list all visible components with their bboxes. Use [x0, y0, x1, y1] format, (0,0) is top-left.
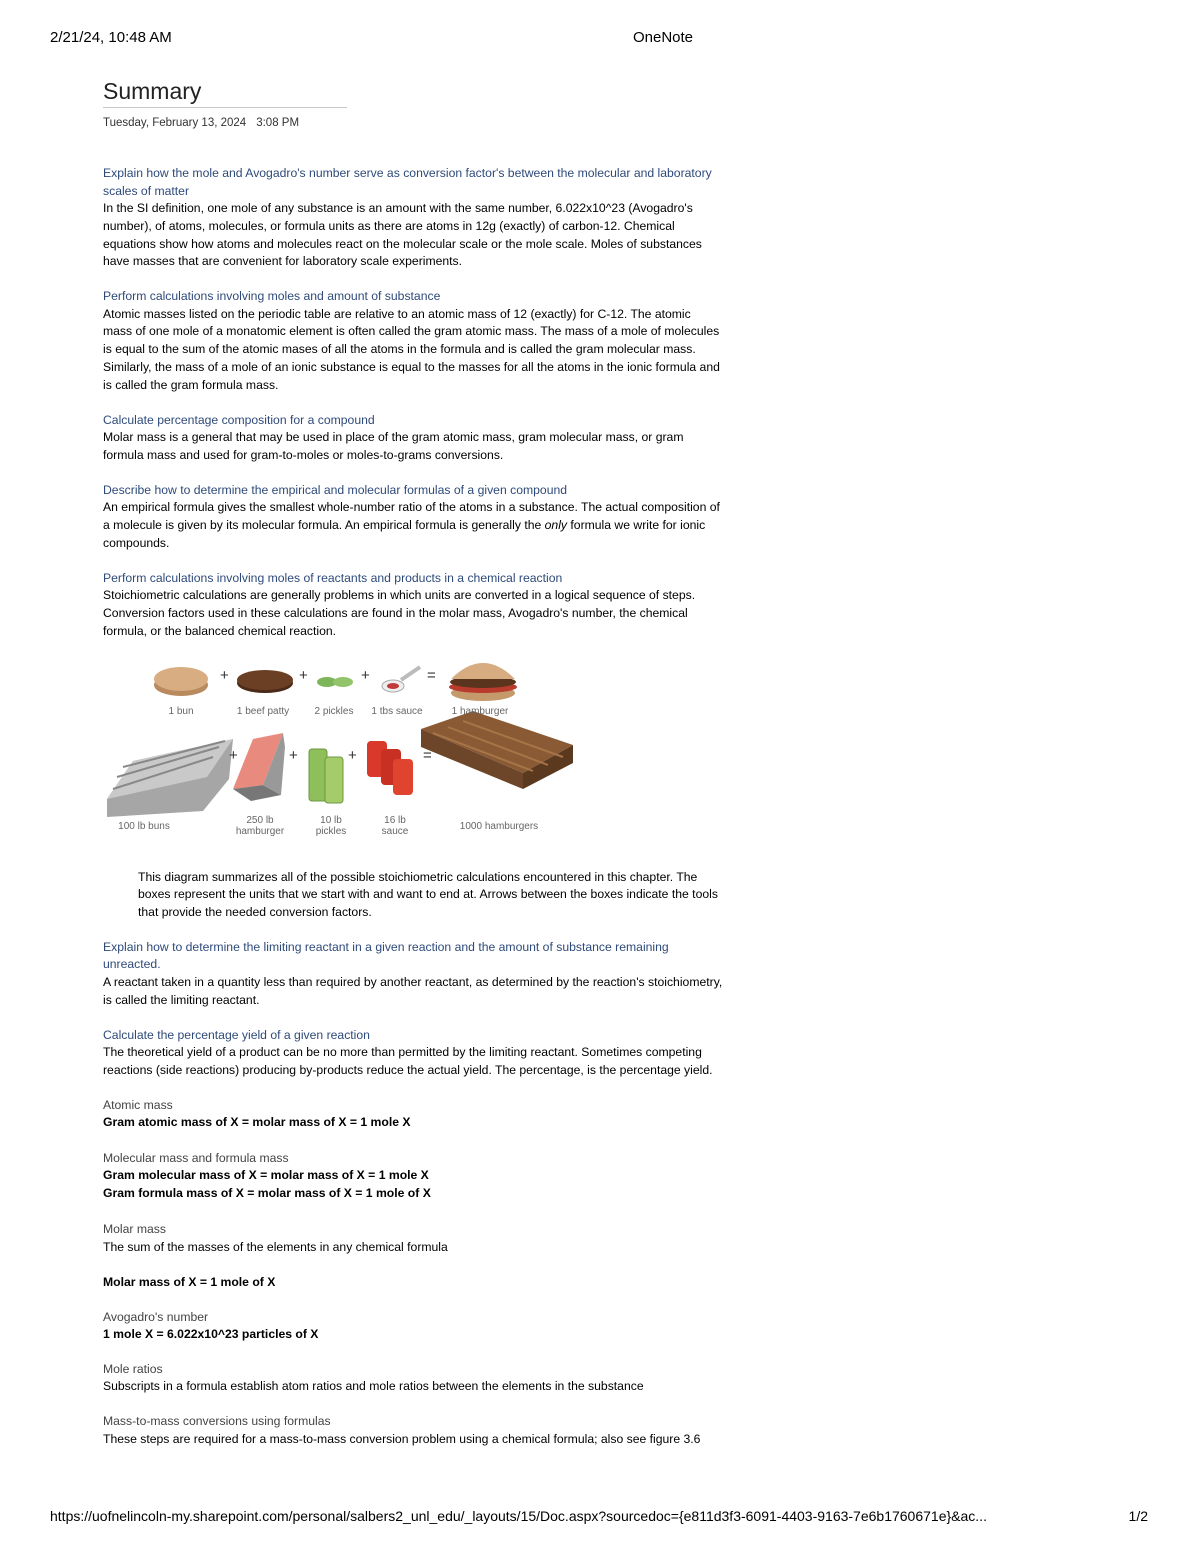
definition-label: Mole ratios	[103, 1361, 163, 1376]
section-heading: Calculate the percentage yield of a given reaction	[103, 1027, 370, 1042]
label-beef-block: 250 lb hamburger	[235, 814, 285, 837]
section-body: In the SI definition, one mole of any substance is an amount with the same number, 6.022x10^23 (Avogadro's number), of atoms, molecules, or formula units as there are atoms in 12g (exactly) of carbon-12. Chemical equations show how atoms and molecules react on the molecular scale or the mole scale. Moles of substances have masses that are convenient for laboratory scale experiments.	[103, 201, 702, 269]
definition-desc: The sum of the masses of the elements in any chemical formula	[103, 1239, 448, 1254]
label-sauce-cans: 16 lb sauce	[381, 814, 409, 837]
definition-mole-ratios	[103, 1361, 723, 1396]
hamburger-analogy-figure	[103, 649, 583, 869]
page-date-time: 3:08 PM	[256, 117, 300, 129]
definition-line: Gram molecular mass of X = molar mass of X = 1 mole X	[103, 1168, 429, 1183]
definition-line: 1 mole X = 6.022x10^23 particles of X	[103, 1327, 319, 1342]
definition-label: Molecular mass and formula mass	[103, 1150, 289, 1165]
definition-desc: Subscripts in a formula establish atom ratios and mole ratios between the elements in the substance	[103, 1379, 644, 1394]
section-percent-composition	[103, 412, 723, 465]
section-limiting-reactant	[103, 939, 723, 1010]
definition-label: Avogadro's number	[103, 1309, 209, 1324]
sauce-cans-image	[367, 741, 413, 795]
section-body: Molar mass is a general that may be used in place of the gram atomic mass, gram molecular mass, or gram formula mass and used for gram-to-moles or moles-to-grams conversions.	[103, 430, 684, 462]
definition-desc: These steps are required for a mass-to-mass conversion problem using a chemical formula; also see figure 3.6	[103, 1431, 701, 1446]
section-body	[103, 499, 723, 552]
section-heading: Calculate percentage composition for a compound	[103, 412, 375, 427]
section-heading: Explain how the mole and Avogadro's number serve as conversion factor's between the molecular and laboratory scales of matter	[103, 166, 712, 198]
section-body: The theoretical yield of a product can be no more than permitted by the limiting reactant. Sometimes competing reactions (side reactions) producing by-products reduce the actual yield. The percentage, is the percentage yield.	[103, 1045, 713, 1077]
page-date-day: Tuesday, February 13, 2024	[103, 117, 247, 129]
hamburger-image	[449, 663, 517, 701]
section-moles-amount	[103, 288, 723, 394]
definition-line: Gram atomic mass of X = molar mass of X = 1 mole X	[103, 1115, 411, 1130]
definition-mass-to-mass	[103, 1413, 723, 1448]
plus-operator: +	[229, 746, 238, 764]
definition-label: Molar mass	[103, 1222, 166, 1237]
print-footer-url: https://uofnelincoln-my.sharepoint.com/personal/salbers2_unl_edu/_layouts/15/Doc.aspx?sourcedoc={e811d3f3-6091-4403-9163-7e6b1760671e}&ac...	[50, 1508, 987, 1524]
section-body: Stoichiometric calculations are generally problems in which units are converted in a logical sequence of steps. Conversion factors used in these calculations are found in the molar mass, Avogadro's number, the chemical formula, or the balanced chemical reaction.	[103, 588, 696, 638]
page-date	[103, 117, 723, 129]
plus-operator: +	[361, 666, 370, 684]
print-header-app-name: OneNote	[632, 29, 694, 46]
plus-operator: +	[299, 666, 308, 684]
plus-operator: +	[220, 666, 229, 684]
section-heading: Perform calculations involving moles and amount of substance	[103, 289, 441, 304]
definition-avogadro	[103, 1309, 723, 1344]
figure-caption: This diagram summarizes all of the possible stoichiometric calculations encountered in this chapter. The boxes represent the units that we start with and want to end at. Arrows between the boxes indicate the tools that provide the needed conversion factors.	[138, 869, 718, 920]
section-reaction-moles	[103, 570, 723, 641]
section-body: A reactant taken in a quantity less than required by another reactant, as determined by the reaction's stoichiometry, is called the limiting reactant.	[103, 974, 723, 1007]
section-heading: Perform calculations involving moles of reactants and products in a chemical reaction	[103, 570, 563, 585]
definition-label: Atomic mass	[103, 1097, 173, 1112]
body-text: An empirical formula gives the smallest whole-number ratio of the atoms in a substance. The actual composition of a molecule is given by its molecular formula. An empirical formula is generally the	[103, 500, 720, 533]
definition-atomic-mass	[103, 1097, 723, 1132]
plus-operator: +	[348, 746, 357, 764]
print-footer-page-number: 1/2	[1128, 1508, 1148, 1524]
section-heading: Explain how to determine the limiting reactant in a given reaction and the amount of substance remaining unreacted.	[103, 939, 669, 972]
sauce-spoon-image	[382, 667, 420, 692]
page-title: Summary	[103, 78, 347, 108]
plus-operator: +	[289, 746, 298, 764]
print-header-datetime: 2/21/24, 10:48 AM	[50, 29, 172, 46]
pickle-jars-image	[309, 749, 343, 803]
equals-operator: =	[427, 666, 436, 684]
pickles-image	[317, 677, 353, 687]
label-bun-pallet: 100 lb buns	[118, 820, 170, 832]
label-bun: 1 bun	[168, 705, 194, 717]
bun-pallet-image	[107, 739, 233, 817]
label-sauce: 1 tbs sauce	[371, 705, 423, 717]
body-text: formula we write for ionic compounds.	[103, 518, 706, 550]
definition-line: Gram formula mass of X = molar mass of X = 1 mole of X	[103, 1185, 431, 1200]
section-body: Atomic masses listed on the periodic table are relative to an atomic mass of 12 (exactly) for C-12. The atomic mass of one mole of a monatomic element is often called the gram atomic mass. The mass of a mole of molecules is equal to the sum of the atomic mases of all the atoms in the formula and is called the gram molecular mass. Similarly, the mass of a mole of an ionic substance is equal to the masses for all the atoms in the ionic formula and is called the gram formula mass.	[103, 306, 720, 392]
note-page	[103, 78, 723, 1449]
definition-line: Molar mass of X = 1 mole of X	[103, 1275, 276, 1290]
section-mole-avogadro	[103, 165, 723, 271]
equals-operator: =	[423, 746, 432, 764]
hamburger-stack-image	[421, 711, 573, 789]
section-heading: Describe how to determine the empirical and molecular formulas of a given compound	[103, 482, 568, 497]
bun-image	[154, 667, 208, 696]
label-pickle-jars: 10 lb pickles	[315, 814, 347, 837]
definition-molecular-mass	[103, 1150, 723, 1203]
definition-molar-mass	[103, 1221, 723, 1292]
label-beef-patty: 1 beef patty	[236, 705, 290, 717]
label-pickles: 2 pickles	[314, 705, 354, 717]
beef-patty-image	[237, 670, 293, 693]
section-empirical-formula	[103, 482, 723, 553]
section-percentage-yield	[103, 1027, 723, 1080]
label-hamburger-stack: 1000 hamburgers	[459, 820, 539, 832]
label-hamburger: 1 hamburger	[451, 705, 509, 717]
beef-block-image	[233, 733, 285, 801]
definition-label: Mass-to-mass conversions using formulas	[103, 1414, 331, 1429]
body-emphasis: only	[544, 518, 568, 533]
